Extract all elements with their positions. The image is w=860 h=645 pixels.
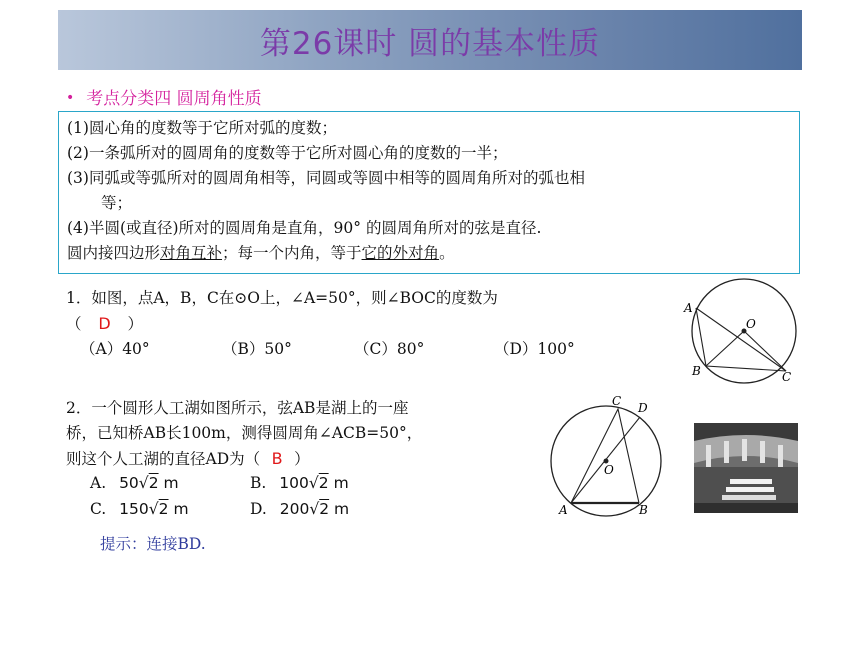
q2-option-c [90, 500, 189, 518]
property-5 [67, 241, 791, 266]
properties-box [58, 111, 800, 274]
q1-label-o: O [746, 317, 756, 331]
question-1 [66, 286, 498, 337]
radicand: 2 [319, 500, 330, 518]
coefficient: 200 [279, 500, 310, 518]
page-title: 第26课时 圆的基本性质 [259, 25, 601, 62]
coefficient: 50 [119, 474, 139, 492]
title-banner [58, 10, 802, 70]
q2-label-o: O [604, 463, 614, 477]
radicand: 2 [158, 500, 169, 518]
q2-option-d [250, 500, 349, 518]
question-2-line-2: 桥，已知桥AB长100m，测得圆周角∠ACB=50°， [66, 424, 423, 442]
question-1-text: 1．如图，点A，B，C在⊙O上，∠A=50°，则∠BOC的度数为 [66, 289, 498, 307]
section-heading [66, 84, 262, 109]
q2-label-a: A [559, 503, 568, 517]
q1-label-a: A [684, 301, 693, 315]
option-letter: A. [90, 474, 107, 492]
q2-circle-figure [548, 392, 670, 520]
question-2 [66, 396, 422, 472]
close-paren: ） [127, 315, 144, 333]
question-2-stem: 则这个人工湖的直径AD为（ [66, 450, 261, 468]
q2-label-c: C [612, 394, 622, 408]
option-letter: D. [250, 500, 267, 518]
radicand: 2 [318, 474, 329, 492]
question-2-line-1: 2．一个圆形人工湖如图所示，弦AB是湖上的一座 [66, 399, 409, 417]
q2-label-d: D [638, 401, 648, 415]
property-3: (3)同弧或等弧所对的圆周角相等，同圆或等圆中相等的圆周角所对的弧也相 [67, 169, 585, 187]
q1-label-b: B [692, 364, 701, 378]
q1-option-c: （C）80° [354, 340, 425, 358]
section-label: 考点分类四 圆周角性质 [86, 89, 262, 109]
question-2-answer: B [271, 449, 283, 468]
question-2-line-3 [66, 446, 422, 472]
q1-central-angle [706, 331, 786, 371]
property-5-end: 。 [439, 244, 455, 262]
coefficient: 100 [279, 474, 309, 492]
question-1-answer-line [66, 311, 498, 337]
q1-option-b: （B）50° [222, 340, 292, 358]
q2-option-a [90, 474, 179, 492]
option-letter: B. [250, 474, 267, 492]
radicand: 2 [148, 474, 159, 492]
q1-label-c: C [782, 370, 792, 384]
coefficient: 150 [119, 500, 149, 518]
unit: m [334, 500, 350, 518]
option-value: 150√2 m [119, 500, 189, 518]
property-4: (4)半圆(或直径)所对的圆周角是直角，90° 的圆周角所对的弦是直径. [67, 219, 542, 237]
underlined-term-1: 对角互补 [160, 244, 223, 262]
property-1: (1)圆心角的度数等于它所对弧的度数； [67, 119, 337, 137]
close-paren: ） [294, 450, 310, 468]
q1-chord-ac [696, 308, 786, 371]
q1-option-a: （A）40° [80, 340, 150, 358]
bullet-icon: • [66, 90, 75, 106]
property-2: (2)一条弧所对的圆周角的度数等于它所对圆心角的度数的一半； [67, 144, 508, 162]
q2-label-b: B [639, 503, 648, 517]
option-value: 50√2 m [119, 474, 179, 492]
hint-text: 提示：连接BD. [100, 535, 206, 553]
property-5-text: 圆内接四边形 [67, 244, 161, 262]
underlined-term-2: 它的外对角 [361, 244, 440, 262]
question-1-answer: D [98, 314, 111, 333]
q1-circle-figure [676, 278, 806, 388]
open-paren: （ [66, 315, 82, 333]
unit: m [173, 500, 189, 518]
property-3-continued: 等； [101, 194, 133, 212]
q2-angle-acb [571, 409, 639, 503]
property-5-text-2: ；每一个内角，等于 [222, 244, 362, 262]
option-value: 100√2 m [279, 474, 349, 492]
option-letter: C. [90, 500, 107, 518]
unit: m [163, 474, 179, 492]
q1-option-d: （D）100° [494, 340, 575, 358]
unit: m [333, 474, 349, 492]
option-value: 200√2 m [279, 500, 350, 518]
q2-option-b [250, 474, 349, 492]
bridge-photo [694, 423, 798, 513]
